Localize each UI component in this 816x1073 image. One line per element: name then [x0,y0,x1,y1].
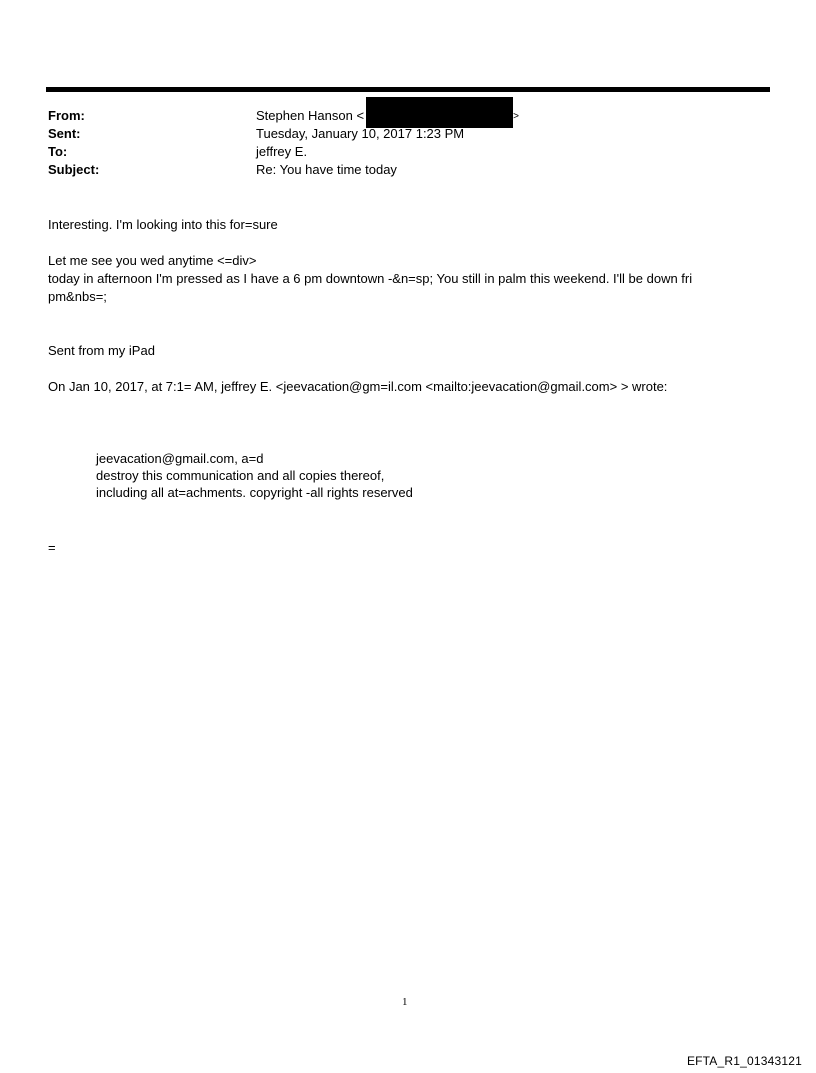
to-value: jeffrey E. [256,144,308,159]
sent-value: Tuesday, January 10, 2017 1:23 PM [256,126,465,141]
quoted-line-1: jeevacation@gmail.com, a=d [96,451,264,466]
from-close-bracket: > [513,111,519,122]
subject-label: Subject: [48,162,100,177]
header-subject-row [48,161,768,179]
bates-number: EFTA_R1_01343121 [686,1054,802,1068]
quote-header: On Jan 10, 2017, at 7:1= AM, jeffrey E. <jeevacation@gm=il.com <mailto:jeevacation@gmail.com> > wrote: [48,379,668,394]
quoted-line-2: destroy this communication and all copies thereof, [96,468,385,483]
to-label: To: [48,144,68,159]
subject-value: Re: You have time today [256,162,397,177]
header-to-row [48,143,768,161]
from-name: Stephen Hanson < [256,108,365,123]
header-sent-row [48,125,768,143]
page-number: 1 [402,996,408,1008]
trailing-equals: = [48,540,56,555]
from-label: From: [48,108,85,123]
body-line-2: Let me see you wed anytime <=div> [48,253,257,268]
body-line-1: Interesting. I'm looking into this for=sure [48,217,278,232]
sent-label: Sent: [48,126,81,141]
body-line-3: today in afternoon I'm pressed as I have a 6 pm downtown -&n=sp; You still in palm this weekend. I'll be down fri [48,271,693,286]
header-top-rule [46,87,770,92]
signature-line: Sent from my iPad [48,343,155,358]
header-from-row [48,107,768,125]
quoted-line-3: including all at=achments. copyright -all rights reserved [96,485,413,500]
redaction-box [366,97,513,128]
body-line-4: pm&nbs=; [48,289,107,304]
